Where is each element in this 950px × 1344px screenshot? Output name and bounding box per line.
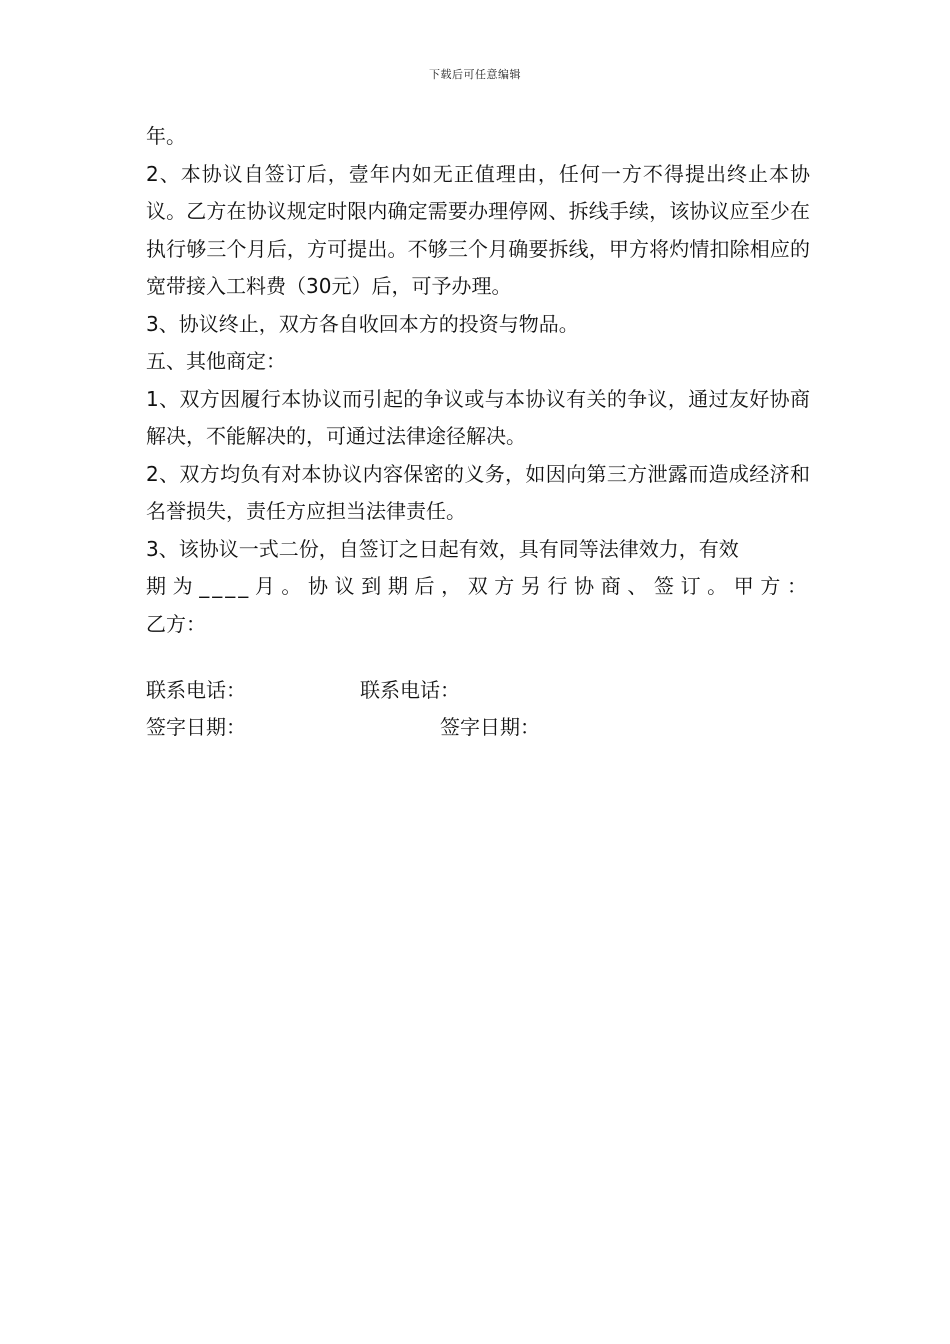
party-b-phone-label: 联系电话： — [360, 678, 460, 702]
paragraph: 乙方： — [146, 611, 206, 636]
paragraph: 3、协议终止，双方各自收回本方的投资与物品。 — [146, 311, 579, 336]
paragraph: 年。 — [146, 124, 186, 148]
party-a-phone-label: 联系电话： — [146, 678, 246, 702]
paragraph-spaced-line: 期为____月。协议到期后，双方另行协商、签订。甲方： — [146, 574, 810, 598]
section-heading: 五、其他商定： — [146, 349, 286, 373]
paragraph: 1、双方因履行本协议而引起的争议或与本协议有关的争议，通过友好协商解决，不能解决的，可通过法律途径解决。 — [146, 386, 810, 448]
paragraph: 2、本协议自签订后，壹年内如无正值理由，任何一方不得提出终止本协议。乙方在协议规定时限内确定需要办理停网、拆线手续，该协议应至少在执行够三个月后，方可提出。不够三个月确要拆线，甲方将灼情扣除相应的宽带接入工料费（30元）后，可予办理。 — [146, 161, 810, 298]
document-body — [146, 118, 810, 643]
paragraph: 2、双方均负有对本协议内容保密的义务，如因向第三方泄露而造成经济和名誉损失，责任方应担当法律责任。 — [146, 461, 810, 523]
party-b-date-label: 签字日期： — [440, 715, 540, 739]
paragraph: 3、该协议一式二份，自签订之日起有效，具有同等法律效力，有效 — [146, 536, 739, 561]
party-a-date-label: 签字日期： — [146, 715, 246, 739]
page-header: 下载后可任意编辑 — [429, 68, 521, 81]
